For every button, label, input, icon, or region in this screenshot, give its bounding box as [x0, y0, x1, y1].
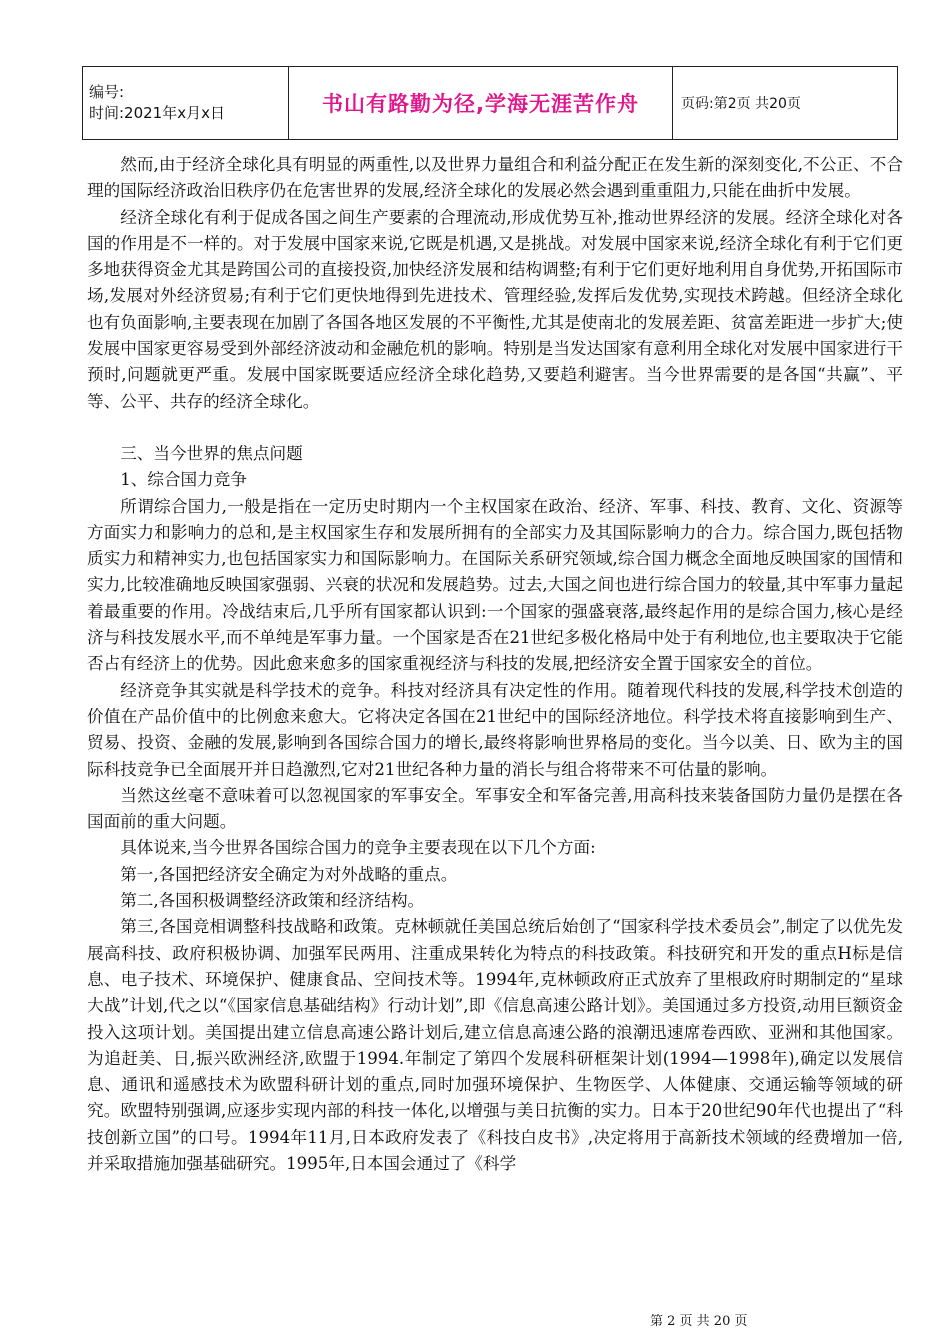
subsection-heading: 1、综合国力竞争	[120, 470, 247, 490]
header-motto: 书山有路勤为径,学海无涯苦作舟	[289, 67, 673, 140]
document-header	[82, 66, 898, 140]
paragraph: 当然这丝毫不意味着可以忽视国家的军事安全。军事安全和军备完善,用高科技来装备国防力量仍是摆在各国面前的重大问题。	[87, 785, 903, 832]
paragraph: 然而,由于经济全球化具有明显的两重性,以及世界力量组合和利益分配正在发生新的深刻变化,不公正、不合理的国际经济政治旧秩序仍在危害世界的发展,经济全球化的发展必然会遇到重重阻力,只能在曲折中发展。	[87, 155, 903, 201]
document-body	[87, 152, 903, 1177]
paragraph: 具体说来,当今世界各国综合国力的竞争主要表现在以下几个方面:	[120, 838, 596, 858]
paragraph: 所谓综合国力,一般是指在一定历史时期内一个主权国家在政治、经济、军事、科技、教育、文化、资源等方面实力和影响力的总和,是主权国家生存和发展所拥有的全部实力及其国际影响力的合力。综合国力,既包括物质实力和精神实力,也包括国家实力和国际影响力。在国际关系研究领域,综合国力概念全面地反映国家的国情和实力,比较准确地反映国家强弱、兴衰的状况和发展趋势。过去,大国之间也进行综合国力的较量,其中军事力量起着最重要的作用。冷战结束后,几乎所有国家都认识到:一个国家的强盛衰落,最终起作用的是综合国力,核心是经济与科技发展水平,而不单纯是军事力量。一个国家是否在21世纪多极化格局中处于有利地位,也主要取决于它能否占有经济上的优势。因此愈来愈多的国家重视经济与科技的发展,把经济安全置于国家安全的首位。	[87, 496, 903, 674]
paragraph: 经济竞争其实就是科学技术的竞争。科技对经济具有决定性的作用。随着现代科技的发展,科学技术创造的价值在产品价值中的比例愈来愈大。它将决定各国在21世纪中的国际经济地位。科学技术将直接影响到生产、贸易、投资、金融的发展,影响到各国综合国力的增长,最终将影响世界格局的变化。当今以美、日、欧为主的国际科技竞争已全面展开并日趋激烈,它对21世纪各种力量的消长与组合将带来不可估量的影响。	[87, 680, 903, 779]
list-item: 第一,各国把经济安全确定为对外战略的重点。	[120, 864, 458, 884]
header-meta	[83, 67, 289, 140]
section-heading: 三、当今世界的焦点问题	[120, 443, 303, 463]
list-item: 第三,各国竞相调整科技战略和政策。克林顿就任美国总统后始创了“国家科学技术委员会”,制定了以优先发展高科技、政府积极协调、加强军民两用、注重成果转化为特点的科技政策。科技研究和开发的重点H标是信息、电子技术、环境保护、健康食品、空间技术等。1994年,克林顿政府正式放弃了里根政府时期制定的“星球大战”计划,代之以“《国家信息基础结构》行动计划”,即《信息高速公路计划》。美国通过多方投资,动用巨额资金投入这项计划。美国提出建立信息高速公路计划后,建立信息高速公路的浪潮迅速席卷西欧、亚洲和其他国家。为追赶美、日,振兴欧洲经济,欧盟于1994.年制定了第四个发展科研框架计划(1994—1998年),确定以发展信息、通讯和遥感技术为欧盟科研计划的重点,同时加强环境保护、生物医学、人体健康、交通运输等领域的研究。欧盟特别强调,应逐步实现内部的科技一体化,以增强与美日抗衡的实力。日本于20世纪90年代也提出了“科技创新立国”的口号。1994年11月,日本政府发表了《科技白皮书》,决定将用于高新技术领域的经费增加一倍,并采取措施加强基础研究。1995年,日本国会通过了《科学	[87, 917, 903, 1173]
number-label: 编号:	[89, 83, 125, 101]
list-item: 第二,各国积极调整经济政策和经济结构。	[120, 891, 425, 911]
time-label: 时间:2021年x月x日	[89, 104, 225, 122]
paragraph: 经济全球化有利于促成各国之间生产要素的合理流动,形成优势互补,推动世界经济的发展。经济全球化对各国的作用是不一样的。对于发展中国家来说,它既是机遇,又是挑战。对发展中国家来说,经济全球化有利于它们更多地获得资金尤其是跨国公司的直接投资,加快经济发展和结构调整;有利于它们更好地利用自身优势,开拓国际市场,发展对外经济贸易;有利于它们更快地得到先进技术、管理经验,发挥后发优势,实现技术跨越。但经济全球化也有负面影响,主要表现在加剧了各国各地区发展的不平衡性,尤其是使南北的发展差距、贫富差距进一步扩大;使发展中国家更容易受到外部经济波动和金融危机的影响。特别是当发达国家有意利用全球化对发展中国家进行干预时,问题就更严重。发展中国家既要适应经济全球化趋势,又要趋利避害。当今世界需要的是各国“共赢”、平等、公平、共存的经济全球化。	[87, 207, 903, 411]
page-footer: 第 2 页 共 20 页	[650, 1314, 748, 1329]
header-page-info: 页码:第2页 共20页	[673, 67, 898, 140]
